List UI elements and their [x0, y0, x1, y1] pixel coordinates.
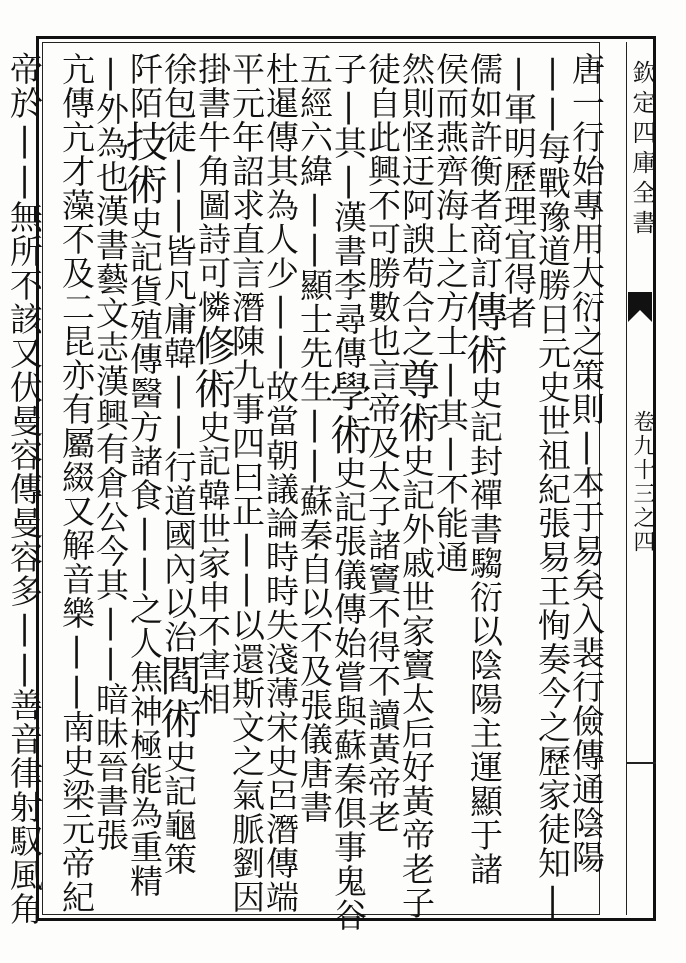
- text-column-13: 徐包徒||皆凡庸韓||行道國內以治閻術史記龜策: [154, 52, 203, 876]
- text-column-14: 阡陌技術史記貨殖傳醫方諸食||之人焦神極能為重精: [120, 52, 169, 898]
- text-column-1: 唐一行始專用大衍之策則|本于易矣入裴行儉傳通陰陽: [567, 52, 606, 874]
- text-column-10: 杜暹傳其為人少||故當朝議論時時失淺薄宋史呂潛傳端: [261, 52, 300, 914]
- text-column-12: 掛書牛角圖詩可憐修術史記韓世家申不害相: [188, 52, 237, 716]
- text-column-8: 子|其|漢書李尋傳學術史記張儀傳始嘗與蘇秦俱事鬼谷: [324, 52, 373, 932]
- text-column-15: |外為也漢書藝文志漢興有倉公今其||暗昧晉書張: [91, 52, 130, 852]
- text-column-3: |軍明歷理宜得者: [499, 52, 538, 330]
- text-column-5: 侯而燕齊海上之方士|其|不能通: [431, 52, 470, 574]
- text-column-7: 徒自此興不可勝數也言帝及太子諸竇不得不讀黃帝老: [363, 52, 402, 834]
- text-column-17: 帝於||無所不該又伏曼容傳曼容多||善音律射馭風角: [5, 52, 44, 926]
- text-column-16: 亢傳亢才藻不及二昆亦有屬綴又解音樂||南史梁元帝紀: [57, 52, 96, 914]
- book-title: 欽定四庫全書: [628, 60, 656, 240]
- text-column-4: 儒如許衡者商訂傳術史記封禪書騶衍以陰陽主運顯于諸: [460, 52, 509, 886]
- margin-divider: [626, 42, 627, 915]
- text-column-9: 五經六緯||顯士先生||蘇秦自以不及張儀唐書: [295, 52, 334, 824]
- text-column-2: ||每戰豫道勝日元史世祖紀張易王恂奏今之歷家徒知|: [533, 52, 572, 920]
- fishtail-mark-icon: [628, 292, 652, 322]
- margin-tick: [626, 762, 656, 764]
- text-column-6: 然則怪迂阿諛苟合之尊術史記外戚世家竇太后好黃帝老子: [392, 52, 441, 920]
- juan-number: 卷九十三之四: [630, 410, 655, 554]
- text-column-11: 平元年詔求直言潛陳九事四曰正||以還斯文之氣脈劉因: [227, 52, 266, 914]
